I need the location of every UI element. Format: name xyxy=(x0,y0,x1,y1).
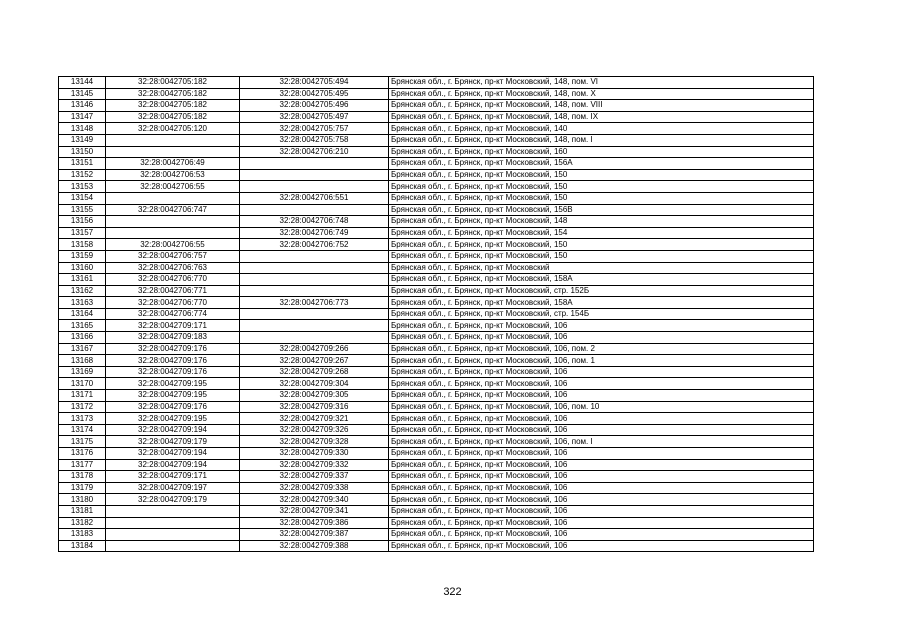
table-row xyxy=(59,216,814,228)
row-number-cell: 13147 xyxy=(59,111,106,123)
table-row xyxy=(59,448,814,460)
table-row xyxy=(59,158,814,170)
object-number-cell: 32:28:0042705:496 xyxy=(240,100,389,112)
row-number-cell: 13160 xyxy=(59,262,106,274)
row-number-cell: 13180 xyxy=(59,494,106,506)
object-number-cell xyxy=(240,320,389,332)
row-number-cell: 13161 xyxy=(59,274,106,286)
object-number-cell xyxy=(240,204,389,216)
land-plot-number-cell xyxy=(106,540,240,552)
address-cell: Брянская обл., г. Брянск, пр-кт Московский, 106 xyxy=(389,332,814,344)
address-cell: Брянская обл., г. Брянск, пр-кт Московский, 106 xyxy=(389,517,814,529)
table-row xyxy=(59,169,814,181)
object-number-cell: 32:28:0042706:748 xyxy=(240,216,389,228)
address-cell: Брянская обл., г. Брянск, пр-кт Московский, 106, пом. 1 xyxy=(389,355,814,367)
object-number-cell: 32:28:0042709:268 xyxy=(240,366,389,378)
row-number-cell: 13175 xyxy=(59,436,106,448)
table-body xyxy=(59,77,814,552)
row-number-cell: 13182 xyxy=(59,517,106,529)
address-cell: Брянская обл., г. Брянск, пр-кт Московский, 148, пом. VI xyxy=(389,77,814,89)
address-cell: Брянская обл., г. Брянск, пр-кт Московский, 148, пом. VIII xyxy=(389,100,814,112)
table-row xyxy=(59,505,814,517)
land-plot-number-cell: 32:28:0042705:182 xyxy=(106,111,240,123)
address-cell: Брянская обл., г. Брянск, пр-кт Московский, 156В xyxy=(389,204,814,216)
land-plot-number-cell: 32:28:0042706:747 xyxy=(106,204,240,216)
address-cell: Брянская обл., г. Брянск, пр-кт Московский, 160 xyxy=(389,146,814,158)
object-number-cell: 32:28:0042709:267 xyxy=(240,355,389,367)
row-number-cell: 13148 xyxy=(59,123,106,135)
object-number-cell: 32:28:0042706:749 xyxy=(240,227,389,239)
table-row xyxy=(59,494,814,506)
address-cell: Брянская обл., г. Брянск, пр-кт Московский, 150 xyxy=(389,169,814,181)
table-row xyxy=(59,540,814,552)
land-plot-number-cell: 32:28:0042709:197 xyxy=(106,482,240,494)
object-number-cell: 32:28:0042709:321 xyxy=(240,413,389,425)
row-number-cell: 13174 xyxy=(59,424,106,436)
row-number-cell: 13165 xyxy=(59,320,106,332)
row-number-cell: 13169 xyxy=(59,366,106,378)
table-row xyxy=(59,529,814,541)
row-number-cell: 13166 xyxy=(59,332,106,344)
object-number-cell: 32:28:0042709:340 xyxy=(240,494,389,506)
row-number-cell: 13156 xyxy=(59,216,106,228)
object-number-cell: 32:28:0042706:752 xyxy=(240,239,389,251)
address-cell: Брянская обл., г. Брянск, пр-кт Московский, 150 xyxy=(389,181,814,193)
land-plot-number-cell xyxy=(106,505,240,517)
address-cell: Брянская обл., г. Брянск, пр-кт Московский, 106 xyxy=(389,529,814,541)
address-cell: Брянская обл., г. Брянск, пр-кт Московский, 106 xyxy=(389,505,814,517)
row-number-cell: 13146 xyxy=(59,100,106,112)
object-number-cell: 32:28:0042705:494 xyxy=(240,77,389,89)
table-row xyxy=(59,274,814,286)
land-plot-number-cell: 32:28:0042706:771 xyxy=(106,285,240,297)
row-number-cell: 13172 xyxy=(59,401,106,413)
row-number-cell: 13154 xyxy=(59,192,106,204)
address-cell: Брянская обл., г. Брянск, пр-кт Московский, 106 xyxy=(389,540,814,552)
row-number-cell: 13155 xyxy=(59,204,106,216)
object-number-cell: 32:28:0042709:304 xyxy=(240,378,389,390)
object-number-cell: 32:28:0042705:497 xyxy=(240,111,389,123)
table-row xyxy=(59,100,814,112)
table-row xyxy=(59,111,814,123)
object-number-cell xyxy=(240,169,389,181)
row-number-cell: 13176 xyxy=(59,448,106,460)
table-row xyxy=(59,308,814,320)
land-plot-number-cell: 32:28:0042705:182 xyxy=(106,100,240,112)
table-row xyxy=(59,239,814,251)
row-number-cell: 13153 xyxy=(59,181,106,193)
object-number-cell xyxy=(240,158,389,170)
table-row xyxy=(59,424,814,436)
land-plot-number-cell: 32:28:0042709:195 xyxy=(106,413,240,425)
row-number-cell: 13177 xyxy=(59,459,106,471)
row-number-cell: 13145 xyxy=(59,88,106,100)
address-cell: Брянская обл., г. Брянск, пр-кт Московский, 148 xyxy=(389,216,814,228)
land-plot-number-cell: 32:28:0042709:179 xyxy=(106,436,240,448)
address-cell: Брянская обл., г. Брянск, пр-кт Московский, 106 xyxy=(389,366,814,378)
row-number-cell: 13171 xyxy=(59,390,106,402)
address-cell: Брянская обл., г. Брянск, пр-кт Московский, 106 xyxy=(389,459,814,471)
table-row xyxy=(59,285,814,297)
table-row xyxy=(59,332,814,344)
object-number-cell xyxy=(240,250,389,262)
row-number-cell: 13152 xyxy=(59,169,106,181)
cadastral-register-table xyxy=(58,76,814,552)
table-row xyxy=(59,320,814,332)
address-cell: Брянская обл., г. Брянск, пр-кт Московский, стр. 154Б xyxy=(389,308,814,320)
address-cell: Брянская обл., г. Брянск, пр-кт Московский, стр. 152Б xyxy=(389,285,814,297)
land-plot-number-cell: 32:28:0042705:182 xyxy=(106,88,240,100)
land-plot-number-cell: 32:28:0042706:53 xyxy=(106,169,240,181)
object-number-cell: 32:28:0042709:305 xyxy=(240,390,389,402)
table-row xyxy=(59,436,814,448)
object-number-cell: 32:28:0042709:330 xyxy=(240,448,389,460)
land-plot-number-cell: 32:28:0042709:194 xyxy=(106,459,240,471)
row-number-cell: 13178 xyxy=(59,471,106,483)
table-row xyxy=(59,88,814,100)
land-plot-number-cell xyxy=(106,192,240,204)
table-row xyxy=(59,471,814,483)
table-row xyxy=(59,250,814,262)
address-cell: Брянская обл., г. Брянск, пр-кт Московский, 148, пом. X xyxy=(389,88,814,100)
object-number-cell: 32:28:0042709:316 xyxy=(240,401,389,413)
table-row xyxy=(59,123,814,135)
row-number-cell: 13181 xyxy=(59,505,106,517)
row-number-cell: 13144 xyxy=(59,77,106,89)
table-row xyxy=(59,459,814,471)
row-number-cell: 13179 xyxy=(59,482,106,494)
land-plot-number-cell: 32:28:0042709:195 xyxy=(106,390,240,402)
land-plot-number-cell xyxy=(106,227,240,239)
row-number-cell: 13162 xyxy=(59,285,106,297)
table-row xyxy=(59,343,814,355)
row-number-cell: 13170 xyxy=(59,378,106,390)
row-number-cell: 13167 xyxy=(59,343,106,355)
address-cell: Брянская обл., г. Брянск, пр-кт Московский, 158А xyxy=(389,297,814,309)
row-number-cell: 13151 xyxy=(59,158,106,170)
table-row xyxy=(59,192,814,204)
land-plot-number-cell: 32:28:0042706:770 xyxy=(106,274,240,286)
address-cell: Брянская обл., г. Брянск, пр-кт Московский, 106 xyxy=(389,413,814,425)
table-row xyxy=(59,355,814,367)
object-number-cell xyxy=(240,332,389,344)
table-row xyxy=(59,413,814,425)
address-cell: Брянская обл., г. Брянск, пр-кт Московский, 158А xyxy=(389,274,814,286)
address-cell: Брянская обл., г. Брянск, пр-кт Московский, 106 xyxy=(389,471,814,483)
object-number-cell: 32:28:0042709:332 xyxy=(240,459,389,471)
land-plot-number-cell xyxy=(106,134,240,146)
table-row xyxy=(59,227,814,239)
address-cell: Брянская обл., г. Брянск, пр-кт Московский, 148, пом. I xyxy=(389,134,814,146)
table-row xyxy=(59,181,814,193)
land-plot-number-cell: 32:28:0042705:182 xyxy=(106,77,240,89)
address-cell: Брянская обл., г. Брянск, пр-кт Московский, 106 xyxy=(389,448,814,460)
row-number-cell: 13159 xyxy=(59,250,106,262)
land-plot-number-cell: 32:28:0042709:171 xyxy=(106,320,240,332)
land-plot-number-cell: 32:28:0042709:176 xyxy=(106,343,240,355)
object-number-cell: 32:28:0042709:386 xyxy=(240,517,389,529)
address-cell: Брянская обл., г. Брянск, пр-кт Московский, 106 xyxy=(389,390,814,402)
land-plot-number-cell xyxy=(106,529,240,541)
address-cell: Брянская обл., г. Брянск, пр-кт Московский, 106, пом. 2 xyxy=(389,343,814,355)
address-cell: Брянская обл., г. Брянск, пр-кт Московский, 106 xyxy=(389,482,814,494)
object-number-cell: 32:28:0042709:338 xyxy=(240,482,389,494)
land-plot-number-cell xyxy=(106,216,240,228)
address-cell: Брянская обл., г. Брянск, пр-кт Московский, 106 xyxy=(389,424,814,436)
land-plot-number-cell: 32:28:0042709:194 xyxy=(106,424,240,436)
object-number-cell xyxy=(240,262,389,274)
object-number-cell: 32:28:0042705:758 xyxy=(240,134,389,146)
row-number-cell: 13158 xyxy=(59,239,106,251)
table-row xyxy=(59,366,814,378)
table-row xyxy=(59,204,814,216)
address-cell: Брянская обл., г. Брянск, пр-кт Московский, 148, пом. IX xyxy=(389,111,814,123)
address-cell: Брянская обл., г. Брянск, пр-кт Московский, 154 xyxy=(389,227,814,239)
land-plot-number-cell: 32:28:0042709:176 xyxy=(106,401,240,413)
address-cell: Брянская обл., г. Брянск, пр-кт Московский, 106 xyxy=(389,320,814,332)
land-plot-number-cell: 32:28:0042709:195 xyxy=(106,378,240,390)
land-plot-number-cell: 32:28:0042705:120 xyxy=(106,123,240,135)
table-row xyxy=(59,401,814,413)
land-plot-number-cell: 32:28:0042706:774 xyxy=(106,308,240,320)
row-number-cell: 13157 xyxy=(59,227,106,239)
land-plot-number-cell xyxy=(106,517,240,529)
address-cell: Брянская обл., г. Брянск, пр-кт Московский xyxy=(389,262,814,274)
object-number-cell: 32:28:0042705:495 xyxy=(240,88,389,100)
row-number-cell: 13183 xyxy=(59,529,106,541)
object-number-cell xyxy=(240,308,389,320)
object-number-cell: 32:28:0042709:387 xyxy=(240,529,389,541)
land-plot-number-cell: 32:28:0042706:55 xyxy=(106,181,240,193)
address-cell: Брянская обл., г. Брянск, пр-кт Московский, 106, пом. I xyxy=(389,436,814,448)
object-number-cell: 32:28:0042709:341 xyxy=(240,505,389,517)
table-row xyxy=(59,134,814,146)
table-row xyxy=(59,390,814,402)
address-cell: Брянская обл., г. Брянск, пр-кт Московский, 150 xyxy=(389,239,814,251)
row-number-cell: 13149 xyxy=(59,134,106,146)
land-plot-number-cell: 32:28:0042709:176 xyxy=(106,366,240,378)
address-cell: Брянская обл., г. Брянск, пр-кт Московский, 106, пом. 10 xyxy=(389,401,814,413)
row-number-cell: 13168 xyxy=(59,355,106,367)
row-number-cell: 13173 xyxy=(59,413,106,425)
object-number-cell xyxy=(240,285,389,297)
object-number-cell: 32:28:0042706:551 xyxy=(240,192,389,204)
table-row xyxy=(59,378,814,390)
page-number: 322 xyxy=(443,586,462,598)
object-number-cell: 32:28:0042709:266 xyxy=(240,343,389,355)
row-number-cell: 13164 xyxy=(59,308,106,320)
land-plot-number-cell: 32:28:0042709:176 xyxy=(106,355,240,367)
address-cell: Брянская обл., г. Брянск, пр-кт Московский, 106 xyxy=(389,494,814,506)
object-number-cell: 32:28:0042709:388 xyxy=(240,540,389,552)
land-plot-number-cell: 32:28:0042706:49 xyxy=(106,158,240,170)
object-number-cell: 32:28:0042706:773 xyxy=(240,297,389,309)
object-number-cell: 32:28:0042709:328 xyxy=(240,436,389,448)
table-row xyxy=(59,297,814,309)
table-row xyxy=(59,146,814,158)
row-number-cell: 13150 xyxy=(59,146,106,158)
table-row xyxy=(59,262,814,274)
address-cell: Брянская обл., г. Брянск, пр-кт Московский, 150 xyxy=(389,192,814,204)
land-plot-number-cell: 32:28:0042706:55 xyxy=(106,239,240,251)
land-plot-number-cell: 32:28:0042709:183 xyxy=(106,332,240,344)
row-number-cell: 13163 xyxy=(59,297,106,309)
object-number-cell: 32:28:0042709:326 xyxy=(240,424,389,436)
table-row xyxy=(59,77,814,89)
land-plot-number-cell: 32:28:0042709:179 xyxy=(106,494,240,506)
land-plot-number-cell: 32:28:0042706:763 xyxy=(106,262,240,274)
land-plot-number-cell: 32:28:0042709:194 xyxy=(106,448,240,460)
land-plot-number-cell: 32:28:0042709:171 xyxy=(106,471,240,483)
land-plot-number-cell: 32:28:0042706:757 xyxy=(106,250,240,262)
land-plot-number-cell xyxy=(106,146,240,158)
object-number-cell: 32:28:0042709:337 xyxy=(240,471,389,483)
table-row xyxy=(59,482,814,494)
address-cell: Брянская обл., г. Брянск, пр-кт Московский, 140 xyxy=(389,123,814,135)
row-number-cell: 13184 xyxy=(59,540,106,552)
address-cell: Брянская обл., г. Брянск, пр-кт Московский, 156А xyxy=(389,158,814,170)
object-number-cell xyxy=(240,274,389,286)
object-number-cell: 32:28:0042706:210 xyxy=(240,146,389,158)
address-cell: Брянская обл., г. Брянск, пр-кт Московский, 150 xyxy=(389,250,814,262)
object-number-cell xyxy=(240,181,389,193)
land-plot-number-cell: 32:28:0042706:770 xyxy=(106,297,240,309)
table-row xyxy=(59,517,814,529)
address-cell: Брянская обл., г. Брянск, пр-кт Московский, 106 xyxy=(389,378,814,390)
object-number-cell: 32:28:0042705:757 xyxy=(240,123,389,135)
